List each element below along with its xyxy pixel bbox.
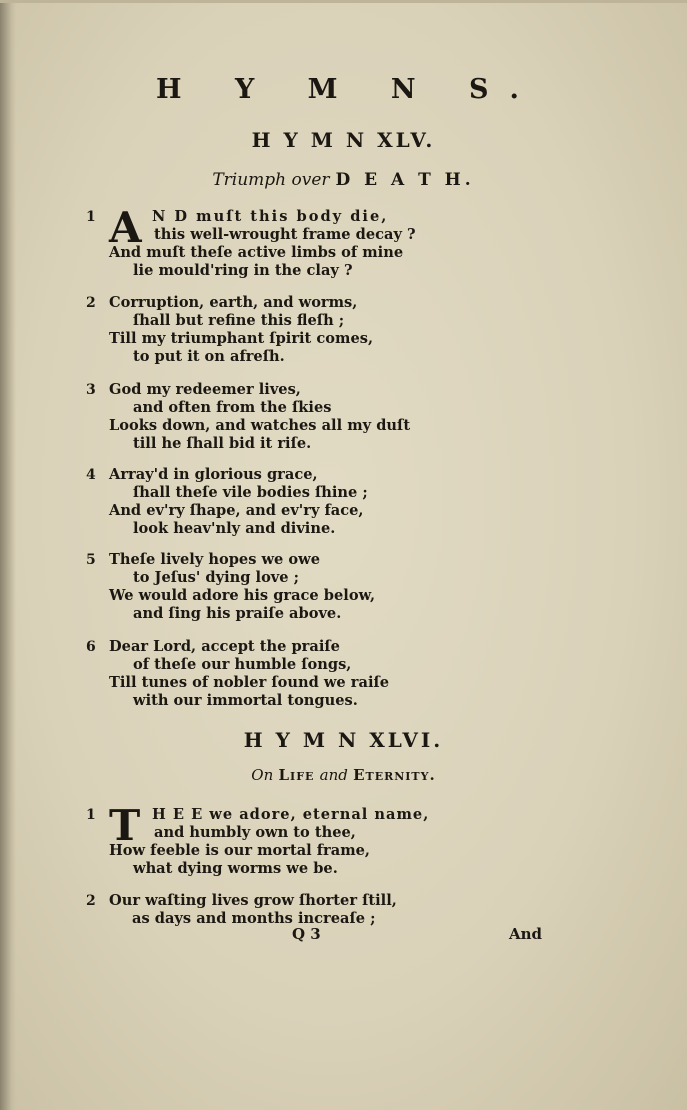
stanza-line: We would adore his grace below, [109,587,376,604]
stanza-line: Corruption, earth, and worms, [109,294,358,311]
hymn-45-stanza-4 [88,466,508,538]
stanza-number: 2 [86,295,96,311]
stanza-line: and humbly own to thee, [154,824,356,841]
running-head: H Y M N S. [156,74,541,105]
stanza-line: Our waſting lives grow ſhorter ſtill, [109,892,397,909]
stanza-line: H E E we adore, eternal name, [152,806,430,823]
stanza-line: Till tunes of nobler ſound we raiſe [109,674,390,691]
stanza-line: of theſe our humble ſongs, [133,656,352,673]
hymn-46-subtitle-italic-2: and [319,766,348,784]
stanza-line: as days and months increaſe ; [132,910,376,927]
stanza-line: this well-wrought frame decay ? [154,226,416,243]
stanza-line: Till my triumphant ſpirit comes, [109,330,374,347]
stanza-number: 5 [86,552,96,568]
stanza-number: 1 [86,209,96,225]
hymn-45-title: H Y M N XLV. [251,128,436,152]
hymn-45-subtitle-caps: D E A T H. [335,170,475,190]
stanza-line: And muſt theſe active limbs of mine [109,244,404,261]
hymn-45-stanza-5 [88,551,508,623]
hymn-45-stanza-6 [88,638,508,710]
stanza-number: 3 [86,382,96,398]
hymn-46-subtitle-caps-2: Eternity. [353,766,436,784]
hymn-46-subtitle-caps-1: Life [278,766,315,784]
hymn-45-subtitle [0,170,687,190]
stanza-line: and often from the ſkies [133,399,332,416]
hymn-46-subtitle-italic-1: On [251,766,274,784]
stanza-line: N D muſt this body die, [152,208,389,225]
drop-cap: T [109,801,141,850]
stanza-number: 1 [86,807,96,823]
hymn-45-stanza-1 [86,203,508,280]
page-top-edge [0,0,687,3]
stanza-line: Theſe lively hopes we owe [109,551,320,568]
stanza-line: God my redeemer lives, [109,381,301,398]
signature-mark: Q 3 [292,925,321,943]
stanza-line: look heav'nly and divine. [133,520,336,537]
stanza-line: ſhall but refine this fleſh ; [133,312,345,329]
hymn-46-stanza-1 [86,801,508,878]
stanza-line: How feeble is our mortal frame, [109,842,370,859]
stanza-number: 2 [86,893,96,909]
hymn-46-subtitle [0,766,687,784]
hymn-45-stanza-3 [88,381,508,453]
catchword: And [509,925,543,943]
hymn-46-stanza-2 [88,892,508,928]
hymn-45-subtitle-italic: Triumph over [212,170,330,190]
stanza-line: Looks down, and watches all my duſt [109,417,411,434]
stanza-line: with our immortal tongues. [133,692,358,709]
binding-gutter [0,0,16,1110]
stanza-number: 4 [86,467,96,483]
drop-cap: A [109,203,142,252]
stanza-line: lie mould'ring in the clay ? [133,262,353,279]
stanza-line: what dying worms we be. [133,860,338,877]
stanza-number: 6 [86,639,96,655]
stanza-line: to Jeſus' dying love ; [133,569,300,586]
stanza-line: Array'd in glorious grace, [109,466,318,483]
stanza-line: till he ſhall bid it riſe. [133,435,312,452]
stanza-line: and ſing his praiſe above. [133,605,342,622]
hymn-46-title: H Y M N XLVI. [243,728,444,752]
hymn-45-stanza-2 [88,294,508,366]
stanza-line: to put it on afreſh. [133,348,285,365]
stanza-line: And ev'ry ſhape, and ev'ry face, [109,502,364,519]
stanza-line: Dear Lord, accept the praiſe [109,638,340,655]
stanza-line: ſhall theſe vile bodies ſhine ; [133,484,368,501]
